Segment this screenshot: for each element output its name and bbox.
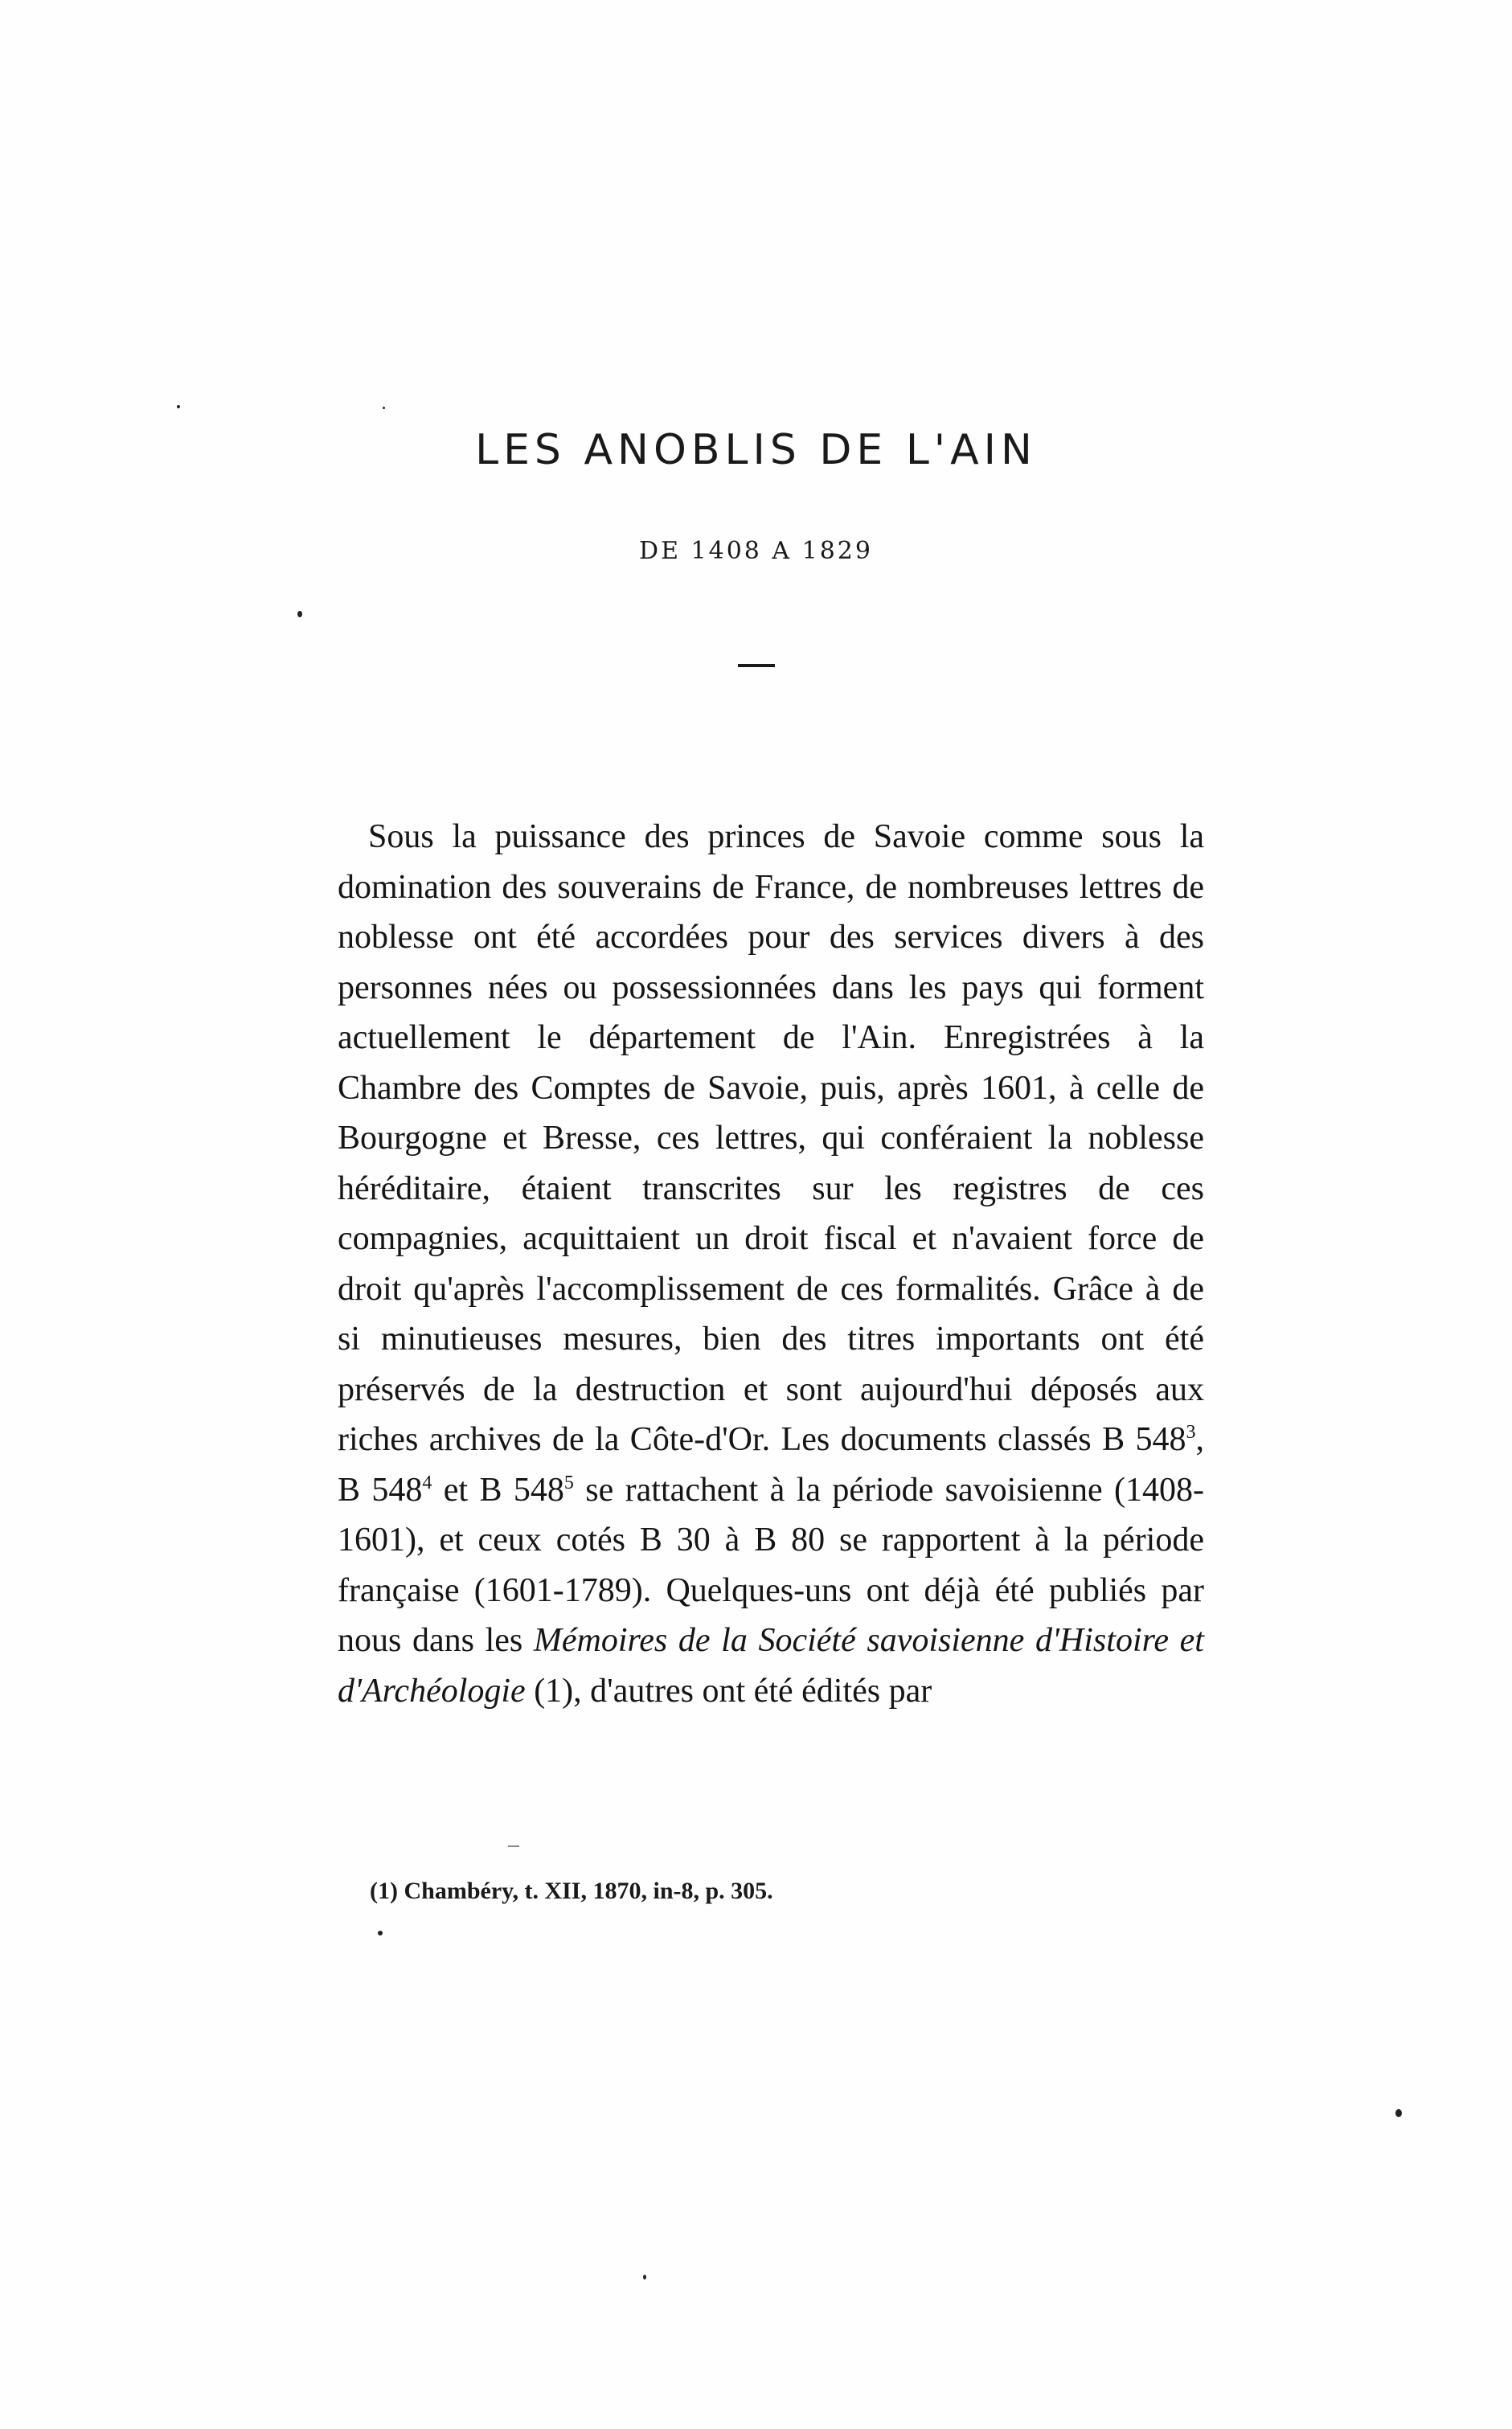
footnote-separator <box>508 1845 519 1847</box>
page-subtitle: DE 1408 A 1829 <box>639 537 873 565</box>
scan-speck <box>378 1931 383 1935</box>
body-paragraph <box>338 812 1204 1716</box>
body-text-segment: , B 548 <box>338 1421 1204 1509</box>
scan-speck <box>297 611 302 617</box>
superscript-4: 4 <box>422 1472 432 1493</box>
page-title: LES ANOBLIS DE L'AIN <box>475 426 1037 474</box>
title-separator <box>738 664 775 667</box>
scan-speck <box>1395 2109 1402 2117</box>
scan-speck <box>177 405 180 408</box>
body-text-segment: Sous la puissance des princes de Savoie comme sous la domination des souverains de France, de nombreuses lettres de noblesse ont été accordées pour des services divers à des personnes nées ou possessionnées dans les pays qui forment actuellement le département de l'Ain. Enregistrées à la Chambre des Comptes de Savoie, puis, après 1601, à celle de Bourgogne et Bresse, ces lettres, qui conféraient la noblesse héréditaire, étaient transcrites sur les registres de ces compagnies, acquittaient un droit fiscal et n'avaient force de droit qu'après l'accomplissement de ces formalités. Grâce à de si minutieuses mesures, bien des titres importants ont été préservés de la destruction et sont aujourd'hui déposés aux riches archives de la Côte-d'Or. Les documents classés B 548 <box>338 818 1204 1458</box>
superscript-3: 3 <box>1186 1422 1196 1443</box>
footnote: (1) Chambéry, t. XII, 1870, in-8, p. 305. <box>370 1878 773 1904</box>
scan-speck <box>643 2275 646 2279</box>
scan-speck <box>383 407 385 409</box>
superscript-5: 5 <box>563 1472 574 1493</box>
body-text-segment: et B 548 <box>432 1471 564 1509</box>
publication-title: Mémoires de la Société savoisienne d'Histoire et d'Archéologie <box>338 1622 1204 1710</box>
body-text-segment: (1), d'autres ont été édités par <box>525 1672 932 1710</box>
body-text-segment: se rattachent à la période savoisienne (1408-1601), et ceux cotés B 30 à B 80 se rapportent à la période française (1601-1789). Quelques-uns ont déjà été publiés par nous dans les <box>338 1471 1204 1659</box>
